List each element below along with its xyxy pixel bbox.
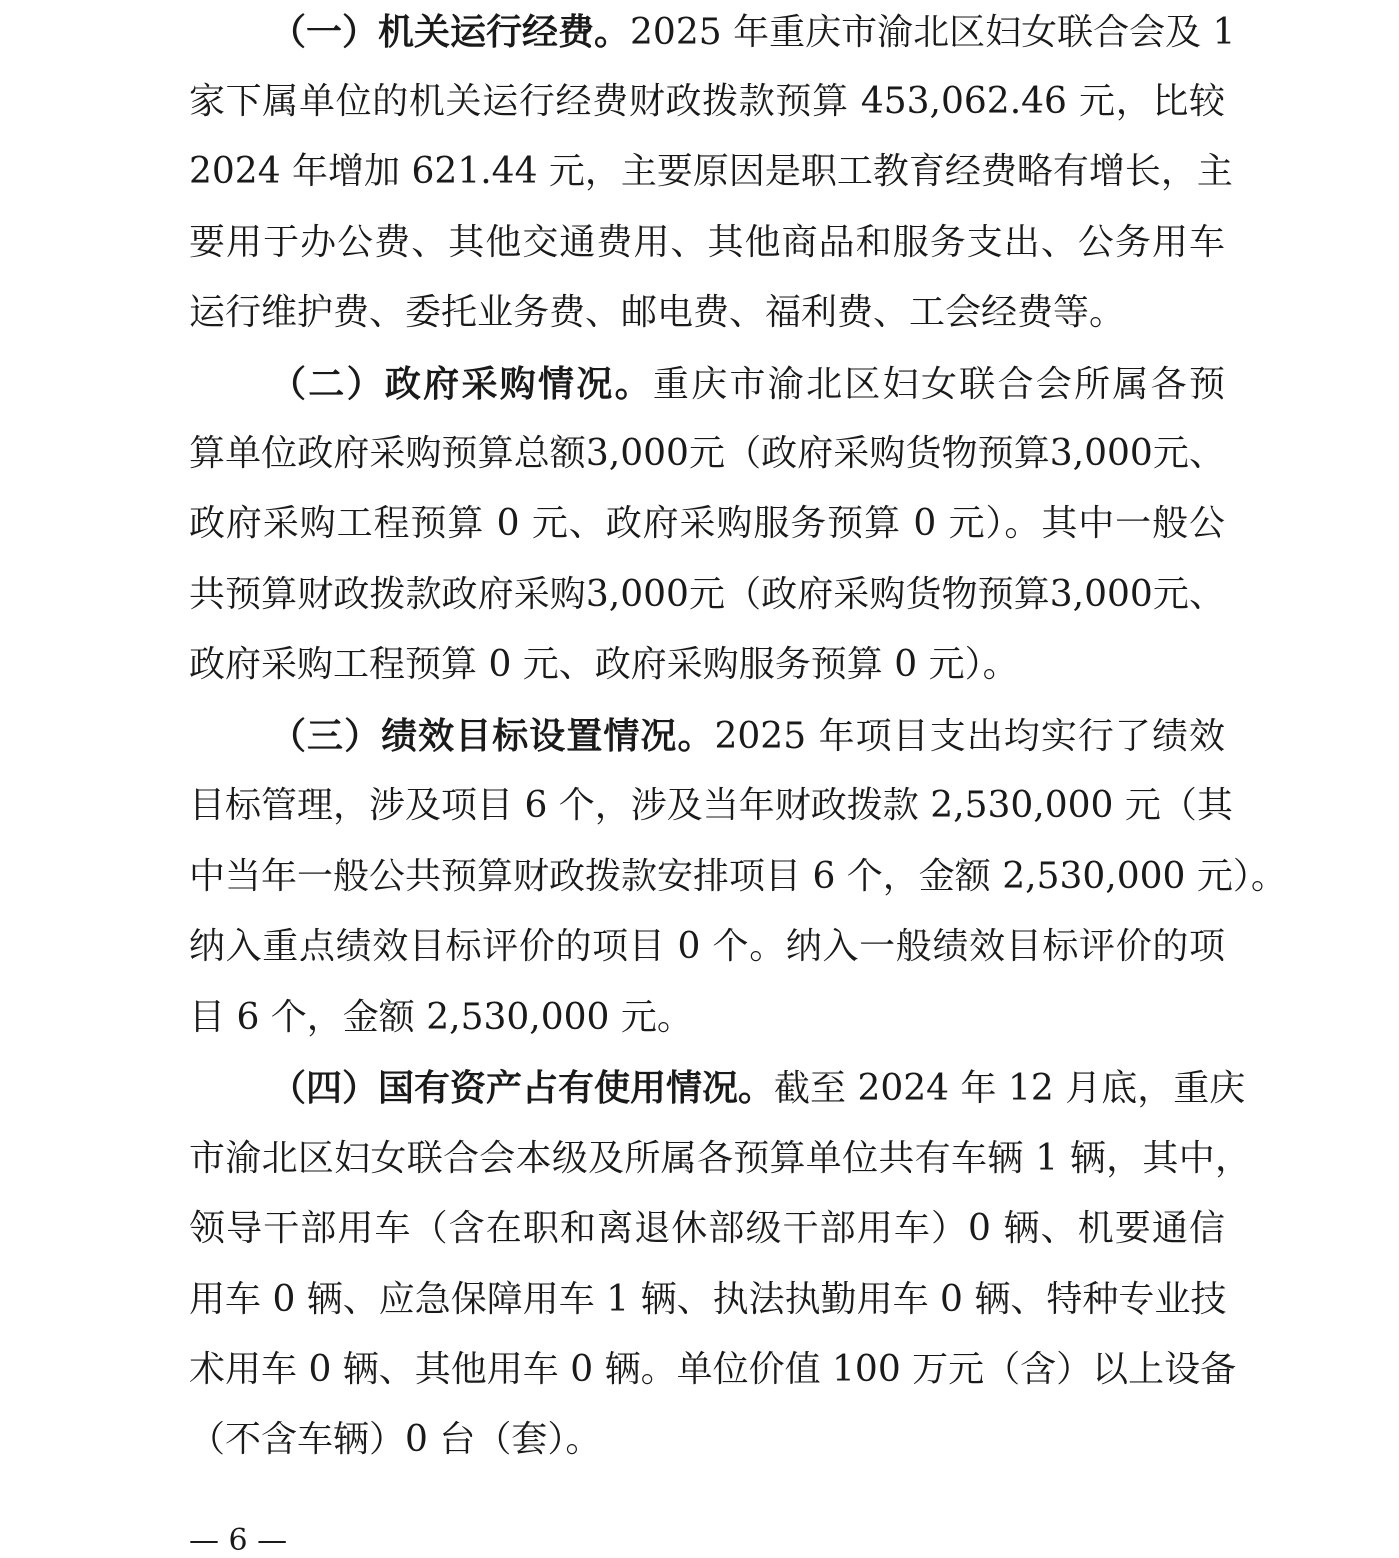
paragraph-line: 政府采购工程预算 0 元、政府采购服务预算 0 元）。 (189, 644, 1019, 685)
paragraph-line: 运行维护费、委托业务费、邮电费、福利费、工会经费等。 (189, 292, 1126, 333)
section-3-heading: （三）绩效目标设置情况。 (270, 715, 715, 757)
paragraph-line: （不含车辆）0 台（套）。 (189, 1419, 602, 1460)
section-4-heading: （四）国有资产占有使用情况。 (270, 1067, 775, 1109)
paragraph-line: 算单位政府采购预算总额3,000元（政府采购货物预算3,000元、 (189, 433, 1225, 474)
paragraph-line: 用车 0 辆、应急保障用车 1 辆、执法执勤用车 0 辆、特种专业技 (189, 1279, 1227, 1320)
paragraph-line: 要用于办公费、其他交通费用、其他商品和服务支出、公务用车 (189, 222, 1225, 263)
section-4-line-1 (270, 1066, 1246, 1110)
section-3-text: 2025 年项目支出均实行了绩效 (714, 716, 1225, 757)
paragraph-line: 目 6 个，金额 2,530,000 元。 (189, 997, 693, 1038)
paragraph-line: 术用车 0 辆、其他用车 0 辆。单位价值 100 万元（含）以上设备 (189, 1349, 1237, 1390)
paragraph-line: 市渝北区妇女联合会本级及所属各预算单位共有车辆 1 辆，其中， (189, 1138, 1251, 1179)
section-1-text: 2025 年重庆市渝北区妇女联合会及 1 (630, 12, 1236, 53)
section-1-heading: （一）机关运行经费。 (270, 11, 631, 53)
paragraph-line: 共预算财政拨款政府采购3,000元（政府采购货物预算3,000元、 (189, 574, 1225, 615)
page-number: — 6 — (189, 1523, 288, 1558)
paragraph-line: 2024 年增加 621.44 元，主要原因是职工教育经费略有增长，主 (189, 151, 1233, 192)
section-4-text: 截至 2024 年 12 月底，重庆 (774, 1068, 1246, 1109)
paragraph-line: 家下属单位的机关运行经费财政拨款预算 453,062.46 元，比较 (189, 81, 1225, 122)
paragraph-line: 政府采购工程预算 0 元、政府采购服务预算 0 元）。其中一般公 (189, 503, 1225, 544)
section-1-line-1 (270, 10, 1236, 54)
paragraph-line: 目标管理，涉及项目 6 个，涉及当年财政拨款 2,530,000 元（其 (189, 785, 1233, 826)
section-2-text: 重庆市渝北区妇女联合会所属各预 (652, 364, 1225, 405)
paragraph-line: 纳入重点绩效目标评价的项目 0 个。纳入一般绩效目标评价的项 (189, 926, 1225, 967)
paragraph-line: 中当年一般公共预算财政拨款安排项目 6 个，金额 2,530,000 元）。 (189, 856, 1287, 897)
paragraph-line: 领导干部用车（含在职和离退休部级干部用车）0 辆、机要通信 (189, 1208, 1225, 1249)
section-3-line-1 (270, 714, 1225, 758)
section-2-heading: （二）政府采购情况。 (270, 363, 653, 405)
section-2-line-1 (270, 362, 1225, 406)
